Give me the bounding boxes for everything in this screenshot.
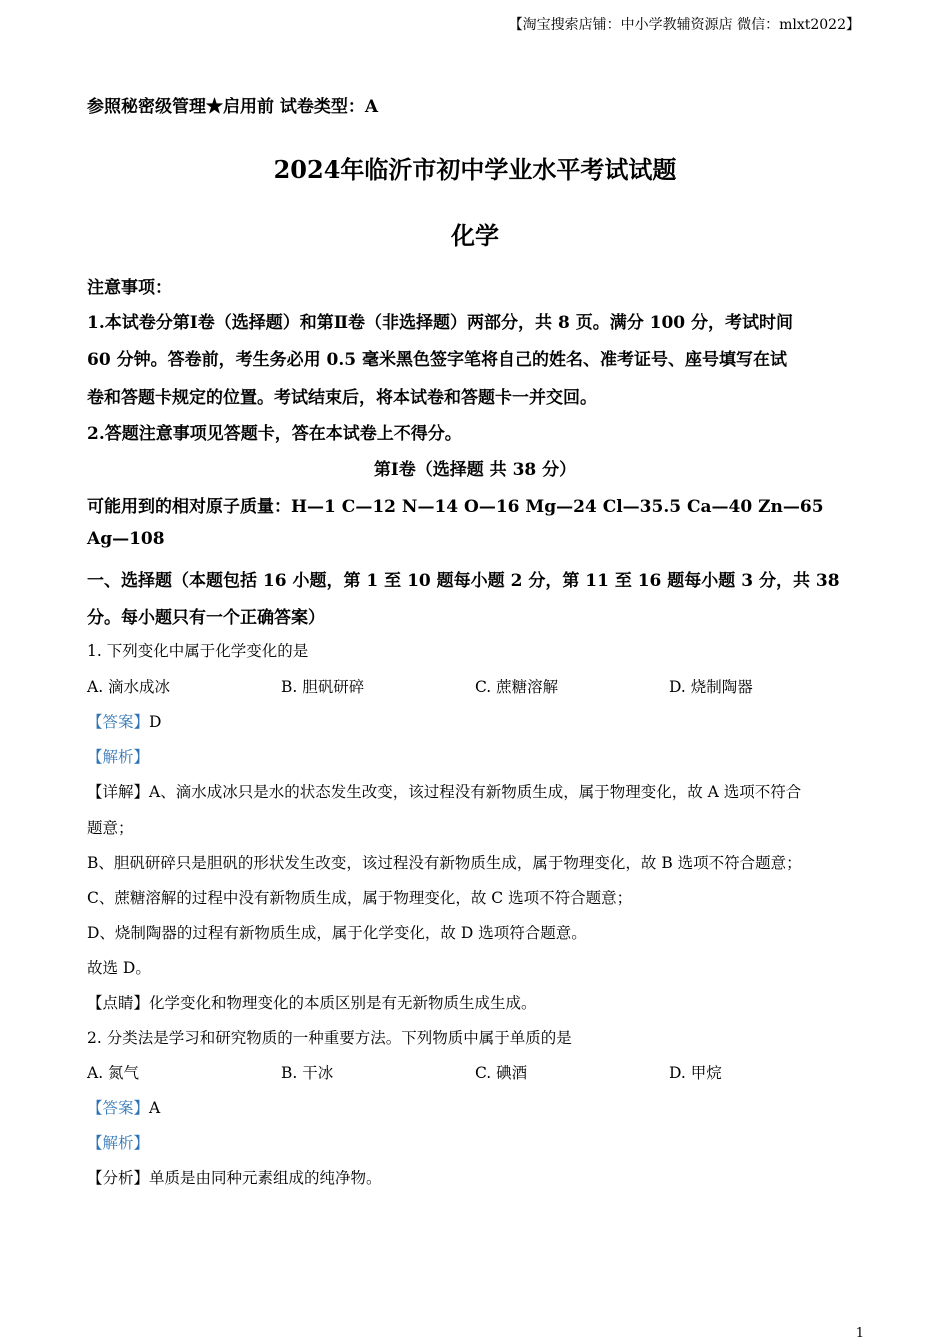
q1-detail-line-1: 【详解】A、滴水成冰只是水的状态发生改变，该过程没有新物质生成，属于物理变化，故 A 选项不符合	[87, 783, 802, 801]
subject-title: 化学	[451, 221, 499, 250]
q1-analysis-label: 【解析】	[87, 748, 150, 766]
notice-line-1: 1.本试卷分第Ⅰ卷（选择题）和第Ⅱ卷（非选择题）两部分，共 8 页。满分 100 分，考试时间	[87, 313, 794, 333]
q1-choice: 故选 D。	[87, 959, 151, 977]
notice-line-2: 60 分钟。答卷前，考生务必用 0.5 毫米黑色签字笔将自己的姓名、准考证号、座号填写在试	[87, 350, 787, 370]
q1-option-d: D. 烧制陶器	[669, 678, 753, 696]
q2-answer-value: A	[149, 1099, 161, 1117]
q1-answer-label: 【答案】	[87, 713, 150, 731]
part-one-line-1: 一、选择题（本题包括 16 小题，第 1 至 10 题每小题 2 分，第 11 至 16 题每小题 3 分，共 38	[87, 571, 840, 591]
q2-analysis-label: 【解析】	[87, 1134, 150, 1152]
part-one-line-2: 分。每小题只有一个正确答案）	[87, 608, 325, 628]
page-title: 2024年临沂市初中学业水平考试试题	[273, 155, 677, 184]
q1-option-b: B. 胆矾研碎	[281, 678, 365, 696]
page-number: 1	[855, 1326, 864, 1341]
q1-answer	[87, 710, 161, 732]
q2-analysis: 【分析】单质是由同种元素组成的纯净物。	[87, 1169, 382, 1187]
q1-option-c: C. 蔗糖溶解	[475, 678, 559, 696]
atomic-mass-line-1: 可能用到的相对原子质量：H—1 C—12 N—14 O—16 Mg—24 Cl—35.5 Ca—40 Zn—65	[87, 497, 824, 517]
q1-detail-line-2: 题意；	[87, 819, 134, 837]
q1-answer-value: D	[149, 713, 162, 731]
q2-answer-label: 【答案】	[87, 1099, 150, 1117]
q2-option-b: B. 干冰	[281, 1064, 334, 1082]
q1-detail-b: B、胆矾研碎只是胆矾的形状发生改变，该过程没有新物质生成，属于物理变化，故 B 选项不符合题意；	[87, 854, 802, 872]
atomic-mass-line-2: Ag—108	[87, 529, 165, 549]
q1-tip: 【点睛】化学变化和物理变化的本质区别是有无新物质生成生成。	[87, 994, 537, 1012]
q1-detail-c: C、蔗糖溶解的过程中没有新物质生成，属于物理变化，故 C 选项不符合题意；	[87, 889, 633, 907]
q2-option-d: D. 甲烷	[669, 1064, 722, 1082]
notice-line-4: 2.答题注意事项见答题卡，答在本试卷上不得分。	[87, 424, 462, 444]
notice-line-3: 卷和答题卡规定的位置。考试结束后，将本试卷和答题卡一并交回。	[87, 388, 597, 408]
header-note: 【淘宝搜索店铺：中小学教辅资源店 微信：mlxt2022】	[508, 17, 860, 33]
q1-stem: 1. 下列变化中属于化学变化的是	[87, 642, 309, 660]
secret-level-line: 参照秘密级管理★启用前 试卷类型：A	[87, 97, 379, 117]
q2-answer	[87, 1096, 160, 1118]
q2-option-a: A. 氮气	[87, 1064, 140, 1082]
q1-detail-d: D、烧制陶器的过程有新物质生成，属于化学变化，故 D 选项符合题意。	[87, 924, 587, 942]
q1-option-a: A. 滴水成冰	[87, 678, 171, 696]
notice-heading: 注意事项：	[87, 278, 172, 298]
q2-stem: 2. 分类法是学习和研究物质的一种重要方法。下列物质中属于单质的是	[87, 1029, 572, 1047]
section-title: 第Ⅰ卷（选择题 共 38 分）	[373, 460, 577, 480]
q2-option-c: C. 碘酒	[475, 1064, 528, 1082]
